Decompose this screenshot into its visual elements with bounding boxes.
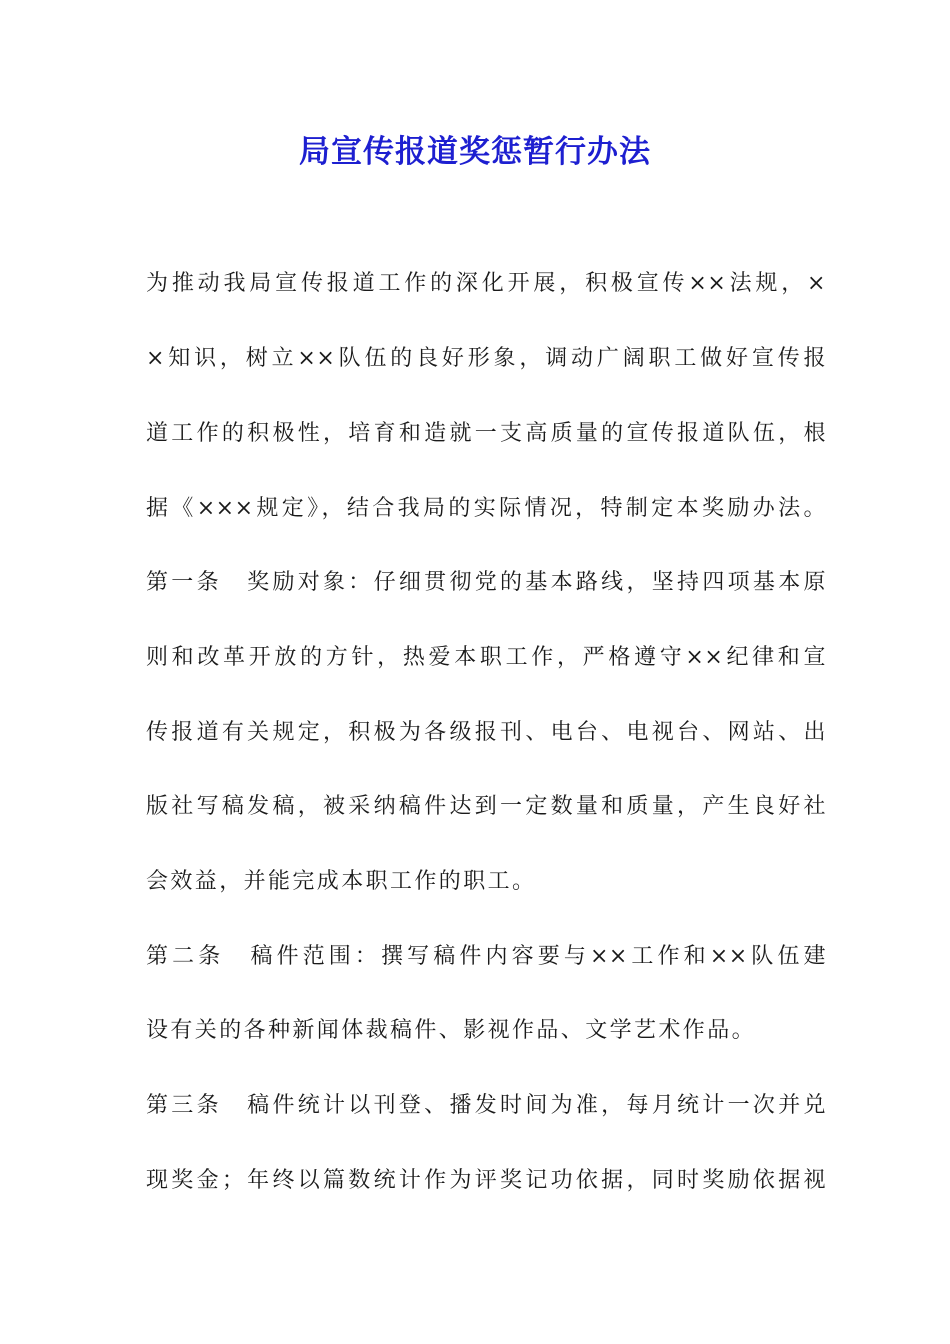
- body-line: 据《×××规定》，结合我局的实际情况，特制定本奖励办法。: [146, 496, 826, 521]
- body-line: 传报道有关规定，积极为各级报刊、电台、电视台、网站、出: [146, 720, 826, 745]
- body-line: 会效益，并能完成本职工作的职工。: [146, 869, 537, 894]
- document-title: 局宣传报道奖惩暂行办法: [299, 134, 651, 170]
- article-3-line: 第三条 稿件统计以刊登、播发时间为准，每月统计一次并兑: [146, 1093, 826, 1118]
- body-line: 现奖金；年终以篇数统计作为评奖记功依据，同时奖励依据视: [146, 1168, 826, 1193]
- body-line: 则和改革开放的方针，热爱本职工作，严格遵守××纪律和宣: [146, 645, 826, 670]
- article-2-line: 第二条 稿件范围：撰写稿件内容要与××工作和××队伍建: [146, 944, 826, 969]
- article-1-line: 第一条 奖励对象：仔细贯彻党的基本路线，坚持四项基本原: [146, 570, 826, 595]
- body-line: 版社写稿发稿，被采纳稿件达到一定数量和质量，产生良好社: [146, 794, 826, 819]
- body-line: ×知识，树立××队伍的良好形象，调动广阔职工做好宣传报: [146, 346, 826, 371]
- body-line: 为推动我局宣传报道工作的深化开展，积极宣传××法规，×: [146, 271, 826, 296]
- body-line: 道工作的积极性，培育和造就一支高质量的宣传报道队伍，根: [146, 421, 826, 446]
- body-line: 设有关的各种新闻体裁稿件、影视作品、文学艺术作品。: [146, 1018, 757, 1043]
